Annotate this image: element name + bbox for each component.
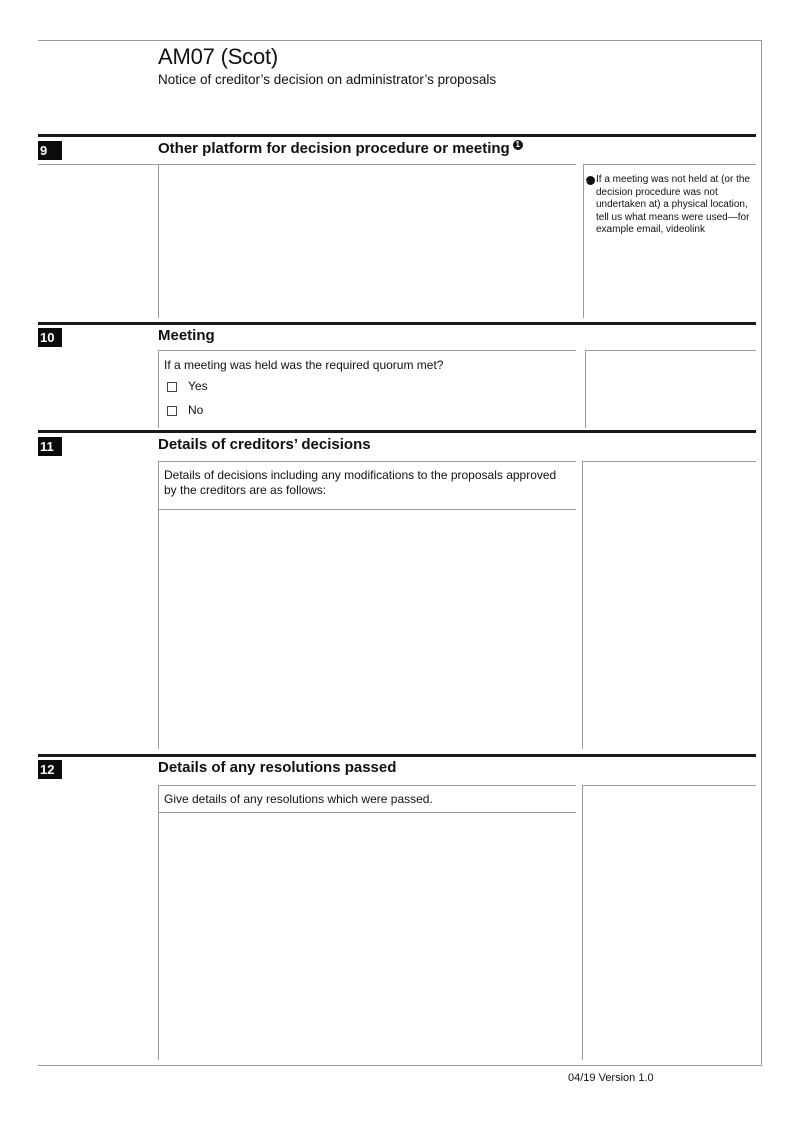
section-11-left-border	[158, 461, 159, 749]
section-10-number: 10	[38, 328, 62, 347]
other-platform-field[interactable]	[162, 168, 580, 316]
resolutions-field[interactable]	[162, 816, 578, 1058]
section-12-prompt-rule	[158, 785, 576, 786]
section-9-number: 9	[38, 141, 62, 160]
section-10-question-rule	[158, 350, 576, 351]
section-12-rule	[38, 754, 756, 757]
section-10-title: Meeting	[158, 327, 215, 344]
section-12-prompt: Give details of any resolutions which were passed.	[164, 792, 433, 806]
quorum-no-checkbox[interactable]	[167, 406, 177, 416]
form-code: AM07 (Scot)	[158, 44, 279, 69]
quorum-question: If a meeting was held was the required quorum met?	[164, 358, 444, 372]
section-9-field-left-border	[158, 164, 159, 318]
section-9-field-right-border	[583, 164, 584, 318]
section-11-field-top	[158, 509, 576, 510]
section-12-left-border	[158, 785, 159, 1060]
quorum-yes-checkbox[interactable]	[167, 382, 177, 392]
section-11-title: Details of creditors’ decisions	[158, 436, 371, 453]
section-12-right-border	[582, 785, 583, 1060]
note-marker-icon: 1	[586, 176, 595, 185]
section-9-note	[583, 174, 754, 237]
page-frame-bottom	[38, 1065, 762, 1066]
section-11-number: 11	[38, 437, 62, 456]
quorum-no-label: No	[188, 403, 204, 417]
section-10-left-border	[158, 350, 159, 428]
section-9-title-text: Other platform for decision procedure or meeting	[158, 140, 510, 157]
page-frame-top	[38, 40, 762, 41]
note-marker-icon: 1	[513, 140, 523, 150]
section-9-note-text: If a meeting was not held at (or the decision procedure was not undertaken at) a physical location, tell us what means were used—for example email, videolink	[596, 174, 750, 235]
section-10-right-border	[585, 350, 586, 428]
section-9-left-rule	[38, 164, 576, 165]
section-12-note-rule	[582, 785, 756, 786]
section-10-rule	[38, 322, 756, 325]
quorum-yes-label: Yes	[188, 379, 208, 393]
section-12-field-top	[158, 812, 576, 813]
section-9-title	[158, 140, 523, 157]
section-11-rule	[38, 430, 756, 433]
section-9-note-rule	[583, 164, 756, 165]
section-9-rule	[38, 134, 756, 137]
section-12-number: 12	[38, 760, 62, 779]
section-10-note-rule	[585, 350, 756, 351]
version-footer: 04/19 Version 1.0	[568, 1072, 654, 1084]
section-11-note-rule	[582, 461, 756, 462]
section-11-prompt-rule	[158, 461, 576, 462]
section-12-title: Details of any resolutions passed	[158, 759, 397, 776]
creditors-decisions-field[interactable]	[162, 513, 578, 747]
section-11-right-border	[582, 461, 583, 749]
section-11-prompt: Details of decisions including any modifications to the proposals approved by the creditors are as follows:	[164, 468, 557, 497]
page-frame-right	[761, 40, 762, 1066]
form-title: Notice of creditor’s decision on administrator’s proposals	[158, 72, 497, 87]
